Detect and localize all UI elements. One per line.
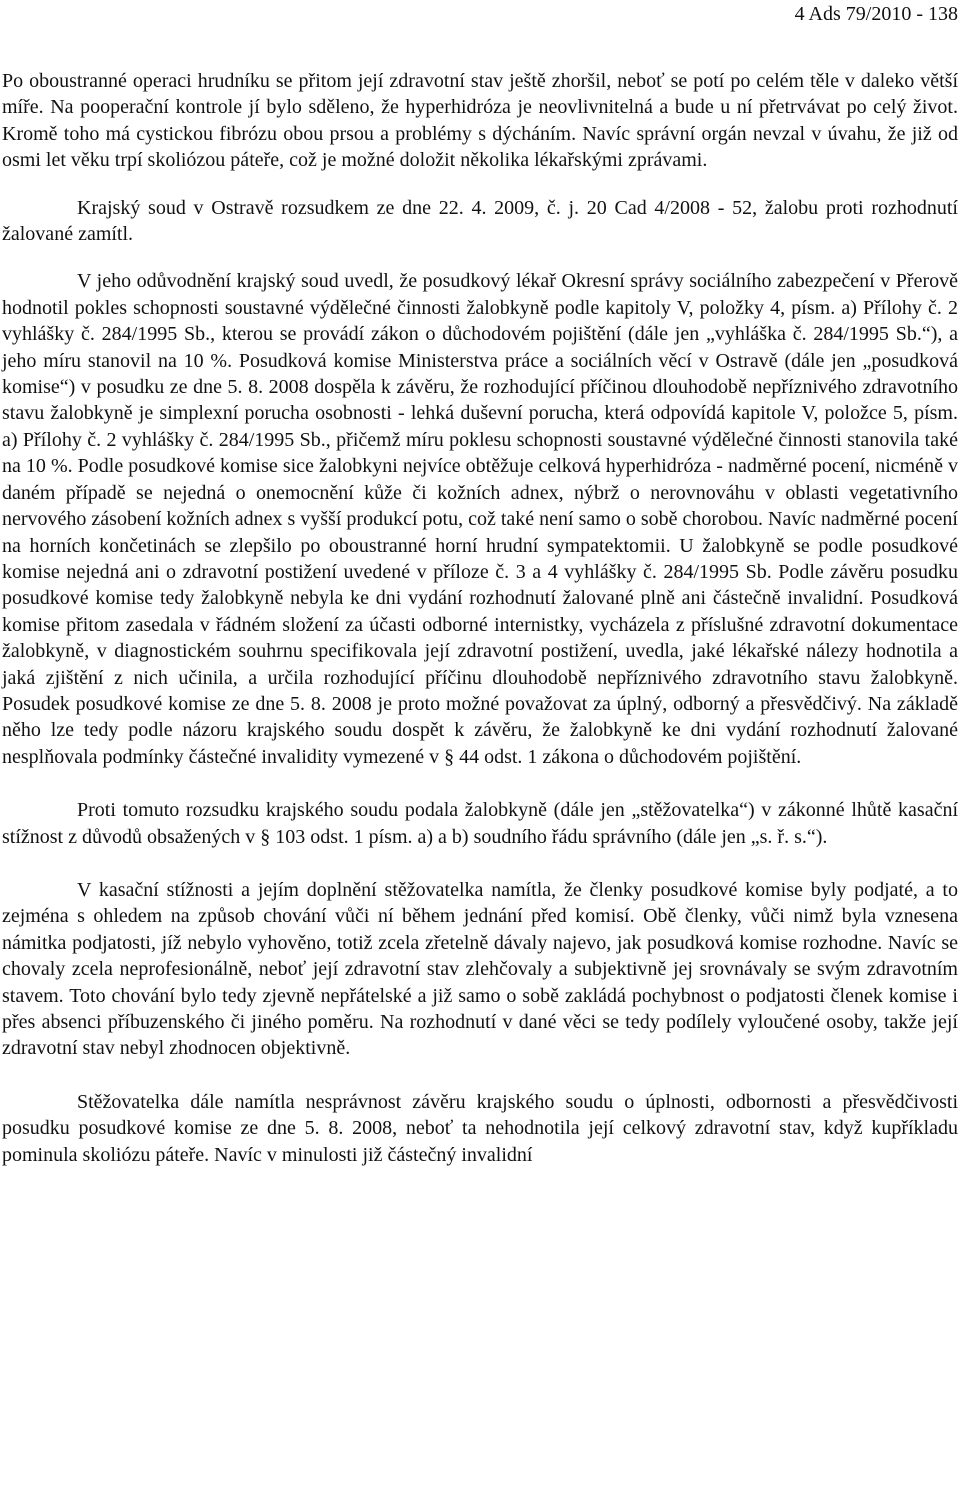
paragraph-6: Stěžovatelka dále namítla nesprávnost závěru krajského soudu o úplnosti, odbornosti a přesvědčivosti posudku posudkové komise ze dne 5. 8. 2008, neboť ta nehodnotila její celkový zdravotní stav, když kupříkladu pominula skoliózu páteře. Navíc v minulosti již částečný invalidní — [2, 1090, 958, 1166]
paragraph-4: Proti tomuto rozsudku krajského soudu podala žalobkyně (dále jen „stěžovatelka“) v zákonné lhůtě kasační stížnost z důvodů obsažených v § 103 odst. 1 písm. a) a b) soudního řádu správního (dále jen „s. ř. s.“). — [2, 799, 958, 848]
paragraph-2: Krajský soud v Ostravě rozsudkem ze dne 22. 4. 2009, č. j. 20 Cad 4/2008 - 52, žalobu proti rozhodnutí žalované zamítl. — [2, 196, 958, 246]
paragraph-3: V jeho odůvodnění krajský soud uvedl, že posudkový lékař Okresní správy sociálního zabezpečení v Přerově hodnotil pokles schopnosti soustavné výdělečné činnosti žalobkyně podle kapitoly V, položky 4, písm. a) Přílohy č. 2 vyhlášky č. 284/1995 Sb., kterou se provádí zákon o důchodovém pojištění (dále jen „vyhláška č. 284/1995 Sb.“), a jeho míru stanovil na 10 %. Posudková komise Ministerstva práce a sociálních věcí v Ostravě (dále jen „posudková komise“) v posudku ze dne 5. 8. 2008 dospěla k závěru, že rozhodující příčinou dlouhodobě nepříznivého zdravotního stavu žalobkyně je simplexní porucha osobnosti - lehká duševní porucha, která odpovídá kapitole V, položce 5, písm. a) Přílohy č. 2 vyhlášky č. 284/1995 Sb., přičemž míru poklesu schopnosti soustavné výdělečné činnosti stanovila také na 10 %. Podle posudkové komise sice žalobkyni nejvíce obtěžuje celková hyperhidróza - nadměrné pocení, nicméně v daném případě se nejedná o onemocnění kůže či kožních adnex, nýbrž o nerovnováhu v oblasti vegetativního nervového zásobení kožních adnex s vyšší produkcí potu, což také není samo o sobě chorobou. Navíc nadměrné pocení na horních končetinách se zlepšilo po oboustranné horní hrudní sympatektomii. U žalobkyně se podle posudkové komise nejedná ani o zdravotní postižení uvedené v příloze č. 3 a 4 vyhlášky č. 284/1995 Sb. Podle závěru posudku posudkové komise tedy žalobkyně nebyla ke dni vydání rozhodnutí žalované plně ani částečně invalidní. Posudková komise přitom zasedala v řádném složení za účasti odborné internistky, vycházela z příslušné zdravotní dokumentace žalobkyně, v diagnostickém souhrnu specifikovala její zdravotní postižení, uvedla, jaké lékařské nálezy hodnotila a jaká zjištění z nich učinila, a určila rozhodující příčinu dlouhodobě nepříznivého zdravotního stavu žalobkyně. Posudek posudkové komise ze dne 5. 8. 2008 je proto možné považovat za úplný, odborný a přesvědčivý. Na základě něho lze tedy podle názoru krajského soudu dospět k závěru, že žalobkyně ke dni vydání rozhodnutí žalované nesplňovala podmínky částečné invalidity vymezené v § 44 odst. 1 zákona o důchodovém pojištění. — [2, 270, 958, 768]
paragraph-5: V kasační stížnosti a jejím doplnění stěžovatelka namítla, že členky posudkové komise byly podjaté, a to zejména s ohledem na způsob chování vůči ní během jednání před komisí. Obě členky, vůči nimž byla vznesena námitka podjatosti, jíž nebylo vyhověno, totiž zcela zřetelně dávaly najevo, jak posudková komise rozhodne. Navíc se chovaly zcela neprofesionálně, neboť její zdravotní stav zlehčovaly a subjektivně jej srovnávaly se svým zdravotním stavem. Toto chování bylo tedy zjevně nepřátelské a již samo o sobě zakládá pochybnost o podjatosti členek komise i přes absenci příbuzenského či jiného poměru. Na rozhodnutí v dané věci se tedy podílely vyloučené osoby, takže její zdravotní stav nebyl zhodnocen objektivně. — [2, 878, 958, 1060]
paragraph-1: Po oboustranné operaci hrudníku se přitom její zdravotní stav ještě zhoršil, neboť se potí po celém těle v daleko větší míře. Na pooperační kontrole jí bylo sděleno, že hyperhidróza je neovlivnitelná a bude u ní přetrvávat po celý život. Kromě toho má cystickou fibrózu obou prsou a problémy s dýcháním. Navíc správní orgán nevzal v úvahu, že již od osmi let věku trpí skoliózou páteře, což je možné doložit několika lékařskými zprávami. — [2, 70, 958, 172]
document-body — [2, 68, 958, 1168]
case-number: 4 Ads 79/2010 - 138 — [794, 3, 958, 25]
